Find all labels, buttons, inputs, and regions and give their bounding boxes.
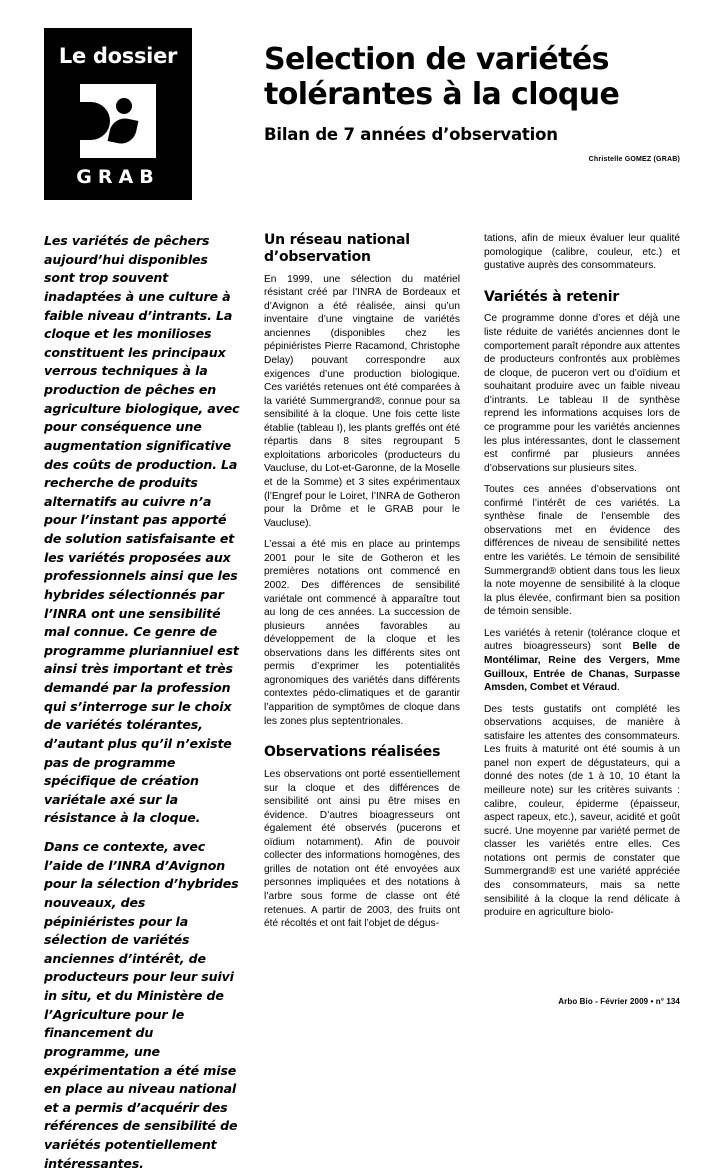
section-heading-observations: Observations réalisées (264, 744, 441, 761)
retain-varieties-list: Belle de Montélimar, Reine des Vergers, Mme Guilloux, Entrée de Chanas, Surpasse Amsden, Combet et Véraud (484, 641, 680, 694)
dossier-label: Le dossier (58, 44, 178, 68)
body-paragraph: Des tests gustatifs ont complété les observations acquises, de manière à satisfaire les attentes des consommateurs. Les fruits à maturité ont été soumis à un panel non expert de dégustateurs, qui a donné des notes (de 1 à 10, 10 étant la meilleure note) sur les critères suivants : calibre, couleur, épiderme (épaisseur, aspect rapeux, etc.), saveur, acidité et goût sucré. Une moyenne par variété permet de classer les variétés entre elles. Ces notations ont permis de constater que Summergrand® est une variété appréciée des consommateurs, mais sa nette sensibilité à la cloque la rend délicate à produire en agriculture biolo- (484, 703, 680, 919)
title-block (264, 42, 680, 170)
document-header (44, 28, 680, 200)
page-footer: Arbo Bio - Février 2009 • n° 134 (558, 997, 680, 1006)
retain-end-text: . (617, 682, 620, 694)
body-paragraph: L’essai a été mis en place au printemps 2001 pour le site de Gotheron et les premières notations ont commencé en 2002. Des différences de sensibilité variétale ont commencé à apparaître tout au long de ces années. La succession de plusieurs années favorables au développement de la cloque et les observations dans les différents sites ont permis d’exprimer les potentialités agronomiques des variétés dans différents contextes pédo-climatiques et de garantir l’apparition de symptômes de cloque dans les zones plus septentrionales. (264, 539, 460, 727)
column-three (484, 232, 680, 972)
column-two (264, 232, 460, 972)
column-one (44, 232, 240, 1171)
body-paragraph: Toutes ces années d’observations ont confirmé l’intérêt de ces variétés. La synthèse finale de l’ensemble des observations met en évidence des différences de niveau de sensibilité nettes entre les variétés. Le témoin de sensibilité Summergrand® obtient dans tous les lieux la note moyenne de sensibilité à la cloque la plus élevée, confirmant bien sa position de témoin sensible. (484, 484, 680, 618)
grab-logo-icon (80, 84, 156, 158)
lede-paragraph: Les variétés de pêchers aujourd’hui disponibles sont trop souvent inadaptées à une culture à faible niveau d’intrants. La cloque et les monilioses constituent les principaux verrous techniques à la production de pêches en agriculture biologique, avec pour conséquence une augmentation significative des coûts de production. La recherche de produits alternatifs au cuivre n’a pour l’instant pas apporté de solution satisfaisante et les variétés proposées aux professionnels ainsi que les hybrides sélectionnés par l’INRA ont une sensibilité mal connue. Ce genre de programme plurianniuel est ainsi très important et très demandé par la profession qui s’interroge sur le choix de variétés tolérantes, d’autant plus qu’il n’existe pas de programme spécifique de création variétale axé sur la résistance à la cloque. (44, 233, 240, 826)
section-heading-reseau: Un réseau national d’observation (264, 232, 410, 265)
section-heading-varietes: Variétés à retenir (484, 288, 620, 305)
page-title (264, 42, 680, 113)
dossier-logo-block (44, 28, 192, 200)
page-subtitle: Bilan de 7 années d’observation (264, 124, 558, 144)
varieties-to-retain-paragraph (484, 627, 680, 695)
lede-paragraph: Dans ce contexte, avec l’aide de l’INRA d’Avignon pour la sélection d’hybrides nouveaux, des pépiniéristes pour la sélection de variétés anciennes d’intérêt, de producteurs pour leur suivi in situ, et du Ministère de l’Agriculture pour le financement du programme, une expérimentation a été mise en place au niveau national et a permis d’acquérir des références de sensibilité de variétés potentiellement intéressantes. (44, 839, 239, 1171)
grab-wordmark: GRAB (76, 166, 160, 188)
page-title-line2: tolérantes à la cloque (264, 77, 620, 113)
body-paragraph: tations, afin de mieux évaluer leur qualité pomologique (calibre, couleur, etc.) et gustative auprès des consommateurs. (484, 233, 680, 272)
lede-block (44, 232, 240, 1173)
body-paragraph: Les observations ont porté essentiellement sur la cloque et des différences de sensibilité ont ainsi pu être mises en évidence. D’autres bioagresseurs ont également été observés (pucerons et oïdium notamment). Afin de pouvoir collecter des informations homogènes, des grilles de notation ont été envoyées aux personnes impliquées et des notations à l’arbre sous forme de classe ont été retenues. A partir de 2003, des fruits ont été récoltés et ont fait l’objet de dégus- (264, 768, 460, 930)
page-title-line1: Selection de variétés (264, 42, 609, 77)
body-paragraph: En 1999, une sélection du matériel résistant créé par l’INRA de Bordeaux et d’Avignon a été réalisée, ainsi qu’un inventaire d’une vingtaine de variétés anciennes (disponibles chez les pépiniéristes Pierre Racamond, Christophe Delay) pouvant correspondre aux exigences d’une production biologique. Ces variétés retenues ont été comparées à la variété Summergrand®, connue pour sa sensibilité à la cloque. Une fois cette liste établie (tableau I), les plants greffés ont été répartis dans 8 sites regroupant 5 exploitations arboricoles (producteurs du Vaucluse, du Lot-et-Garonne, de la Moselle et de la Somme) et 3 sites expérimentaux (l’Engref pour le Loiret, l’INRA de Gotheron pour la Drôme et le GRAB pour le Vaucluse). (264, 273, 460, 529)
author-credit: Christelle GOMEZ (GRAB) (588, 155, 680, 163)
body-paragraph: Ce programme donne d’ores et déjà une liste réduite de variétés anciennes dont le comportement paraît répondre aux attentes de producteurs confrontés aux problèmes de cloque, de puceron vert ou d’oïdium et souhaitant produire avec un faible niveau d’intrants. Le tableau II de synthèse reprend les informations acquises lors de ce programme pour les variétés anciennes les plus intéressantes, dont le classement est confirmé par plusieurs années d’observations sur plusieurs sites. (484, 313, 680, 474)
retain-intro-text: Les variétés à retenir (tolérance cloque et autres bioagresseurs) sont (484, 627, 680, 653)
